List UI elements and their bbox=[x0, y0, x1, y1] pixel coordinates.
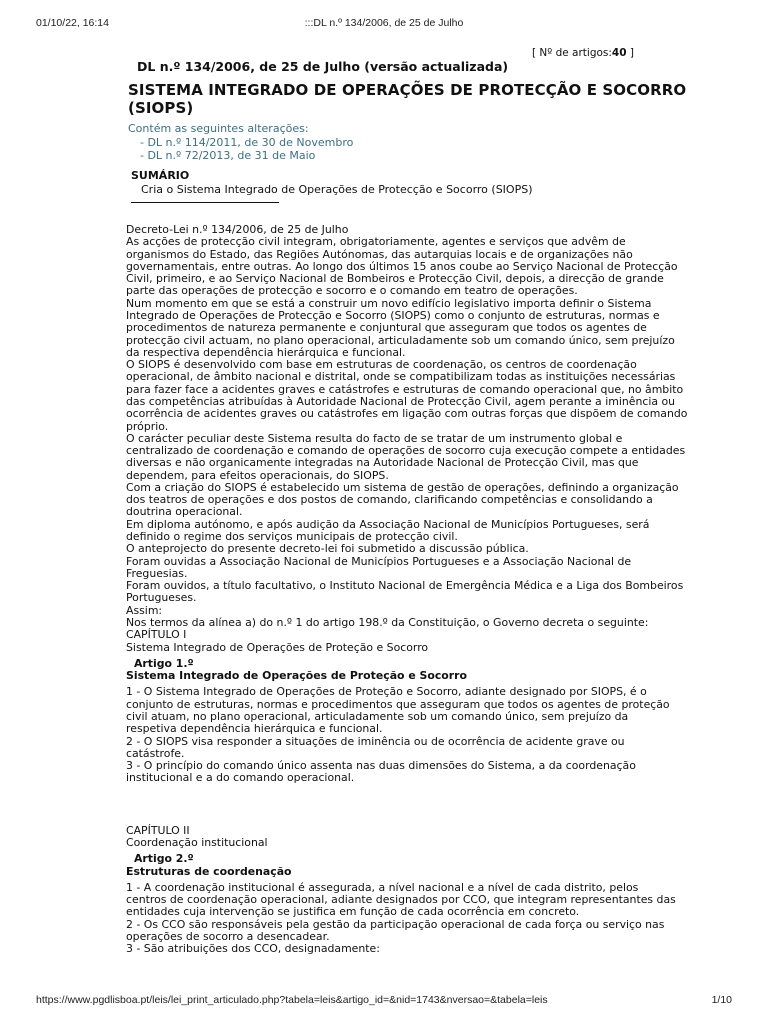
article-count-prefix: [ Nº de artigos: bbox=[532, 47, 612, 59]
article-line: 1 - A coordenação institucional é assegurada, a nível nacional e a nível de cada distrito, pelos bbox=[126, 880, 639, 894]
document-body bbox=[126, 223, 688, 956]
preamble-line: centralizado de coordenação e comando de operações de socorro cuja execução compete a entidades bbox=[126, 444, 686, 458]
article-line: 1 - O Sistema Integrado de Operações de Proteção e Socorro, adiante designado por SIOPS, é o bbox=[126, 685, 647, 699]
article-line: respetiva dependência hierárquica e funcional. bbox=[126, 722, 383, 736]
article-line: centros de coordenação operacional, adiante designados por CCO, que integram representantes das bbox=[126, 893, 676, 907]
amendment-link[interactable]: - DL n.º 72/2013, de 31 de Maio bbox=[140, 149, 316, 162]
preamble-line: dos teatros de operações e dos postos de comando, clarificando competências e consolidando a bbox=[126, 493, 653, 507]
preamble-line: O anteprojecto do presente decreto-lei foi submetido a discussão pública. bbox=[126, 542, 529, 556]
preamble-line: Em diploma autónomo, e após audição da Associação Nacional de Municípios Portugueses, será bbox=[126, 517, 650, 531]
article-line: institucional e a do comando operacional. bbox=[126, 771, 355, 785]
summary-text: Cria o Sistema Integrado de Operações de Protecção e Socorro (SIOPS) bbox=[141, 182, 533, 196]
decree-title: Decreto-Lei n.º 134/2006, de 25 de Julho bbox=[126, 223, 349, 236]
preamble-line: dependem, para efeitos operacionais, do SIOPS. bbox=[126, 468, 389, 482]
preamble-line: ocorrência de acidentes graves ou catástrofes em ligação com outras forças que dispõem de comando bbox=[126, 407, 688, 421]
article-line: 3 - O princípio do comando único assenta nas duas dimensões do Sistema, a da coordenação bbox=[126, 759, 636, 773]
preamble-line: próprio. bbox=[126, 419, 169, 433]
preamble-line: da respectiva dependência hierárquica e funcional. bbox=[126, 345, 406, 359]
preamble-line: protecção civil actuam, no plano operacional, articuladamente sob um comando único, sem prejuízo bbox=[126, 333, 675, 347]
print-url: https://www.pgdlisboa.pt/leis/lei_print_articulado.php?tabela=leis&artigo_id=&nid=1743&nversao=&tabela=leis bbox=[36, 994, 548, 1006]
amendments-block bbox=[128, 122, 353, 163]
article-count-value: 40 bbox=[611, 47, 627, 59]
article-title: Sistema Integrado de Operações de Proteção e Socorro bbox=[126, 669, 467, 683]
article-count-suffix: ] bbox=[626, 47, 634, 59]
preamble-line: Foram ouvidas a Associação Nacional de Municípios Portugueses e a Associação Nacional de bbox=[126, 554, 632, 568]
article-line: 3 - São atribuições dos CCO, designadamente: bbox=[126, 942, 380, 956]
preamble-line: parte das operações de protecção e socorro e o comando em teatro de operações. bbox=[126, 284, 578, 298]
preamble-line: para fazer face a acidentes graves e catástrofes e estruturas de comando operacional que, no âmbito bbox=[126, 382, 684, 396]
preamble-line: Civil, primeiro, e ao Serviço Nacional de Bombeiros e Protecção Civil, depois, a direcção de grande bbox=[126, 272, 664, 286]
article-line: catástrofe. bbox=[126, 746, 185, 760]
preamble-line: procedimentos de natureza permanente e conjuntural que asseguram que todos os agentes de bbox=[126, 321, 647, 335]
article-title: Estruturas de coordenação bbox=[126, 864, 292, 878]
article-label: Artigo 2.º bbox=[134, 852, 194, 866]
amendments-heading: Contém as seguintes alterações: bbox=[128, 122, 309, 135]
preamble-line: Num momento em que se está a construir um novo edifício legislativo importa definir o Sistema bbox=[126, 296, 652, 310]
chapter-title: Sistema Integrado de Operações de Proteção e Socorro bbox=[126, 640, 429, 654]
preamble-line: As acções de protecção civil integram, obrigatoriamente, agentes e serviços que advêm de bbox=[126, 235, 626, 249]
amendment-link[interactable]: - DL n.º 114/2011, de 30 de Novembro bbox=[140, 135, 354, 149]
preamble-line: Com a criação do SIOPS é estabelecido um sistema de gestão de operações, definindo a organização bbox=[126, 480, 679, 494]
preamble-line: Integrado de Operações de Protecção e Socorro (SIOPS) como o conjunto de estruturas, normas e bbox=[126, 308, 660, 322]
preamble-line: diversas e não organicamente integradas na Autoridade Nacional de Protecção Civil, mas que bbox=[126, 456, 639, 470]
chapter-label: CAPÍTULO II bbox=[126, 823, 190, 837]
article-line: civil atuam, no plano operacional, articuladamente sob um comando único, sem prejuízo da bbox=[126, 709, 629, 723]
article-label: Artigo 1.º bbox=[134, 656, 194, 670]
preamble-line: O carácter peculiar deste Sistema resulta do facto de se tratar de um instrumento global e bbox=[126, 431, 623, 445]
print-header bbox=[0, 17, 768, 29]
page-number: 1/10 bbox=[711, 994, 732, 1006]
article-line: 2 - O SIOPS visa responder a situações de iminência ou de ocorrência de acidente grave ou bbox=[126, 734, 625, 748]
chapter-label: CAPÍTULO I bbox=[126, 628, 187, 642]
preamble-line: governamentais, entre outras. Ao longo dos últimos 15 anos coube ao Serviço Nacional de Protecção bbox=[126, 259, 678, 273]
chapter-2 bbox=[126, 823, 676, 956]
preamble-line: Nos termos da alínea a) do n.º 1 do artigo 198.º da Constituição, o Governo decreta o seguinte: bbox=[126, 616, 649, 629]
preamble-line: Assim: bbox=[126, 603, 163, 617]
law-title: DL n.º 134/2006, de 25 de Julho (versão actualizada) bbox=[137, 59, 509, 74]
summary-label: SUMÁRIO bbox=[131, 169, 190, 182]
preamble-line: das competências atribuídas à Autoridade Nacional de Protecção Civil, agem perante a iminência ou bbox=[126, 394, 676, 408]
preamble-line: definido o regime dos serviços municipais de protecção civil. bbox=[126, 530, 458, 544]
preamble-line: Portugueses. bbox=[126, 591, 197, 605]
preamble-line: Freguesias. bbox=[126, 566, 188, 580]
print-timestamp: 01/10/22, 16:14 bbox=[36, 17, 109, 29]
preamble-line: organismos do Estado, das Regiões Autónomas, das autarquias locais e de organizações não bbox=[126, 247, 633, 261]
article-line: operações de socorro a desencadear. bbox=[126, 929, 330, 943]
article-line: 2 - Os CCO são responsáveis pela gestão da participação operacional de cada força ou serviço nas bbox=[126, 917, 665, 931]
system-title: SISTEMA INTEGRADO DE OPERAÇÕES DE PROTECÇÃO E SOCORRO (SIOPS) bbox=[128, 81, 687, 117]
article-count bbox=[532, 47, 634, 59]
chapter-title: Coordenação institucional bbox=[126, 835, 268, 849]
print-window-title: :::DL n.º 134/2006, de 25 de Julho bbox=[304, 17, 464, 29]
summary-block bbox=[131, 169, 532, 203]
preamble-line: operacional, de âmbito nacional e distrital, onde se compatibilizam todas as instituições necessárias bbox=[126, 370, 676, 384]
summary-divider bbox=[131, 202, 279, 203]
article-line: entidades cuja intervenção se justifica em função de cada ocorrência em concreto. bbox=[126, 905, 580, 919]
preamble-line: Foram ouvidos, a título facultativo, o Instituto Nacional de Emergência Médica e a Liga dos Bombeiros bbox=[126, 579, 684, 593]
article-line: conjunto de estruturas, normas e procedimentos que asseguram que todos os agentes de proteção bbox=[126, 697, 670, 711]
preamble-line: O SIOPS é desenvolvido com base em estruturas de coordenação, os centros de coordenação bbox=[126, 358, 637, 372]
preamble-line: doutrina operacional. bbox=[126, 505, 243, 519]
preamble bbox=[126, 235, 688, 629]
chapter-1 bbox=[126, 628, 670, 785]
